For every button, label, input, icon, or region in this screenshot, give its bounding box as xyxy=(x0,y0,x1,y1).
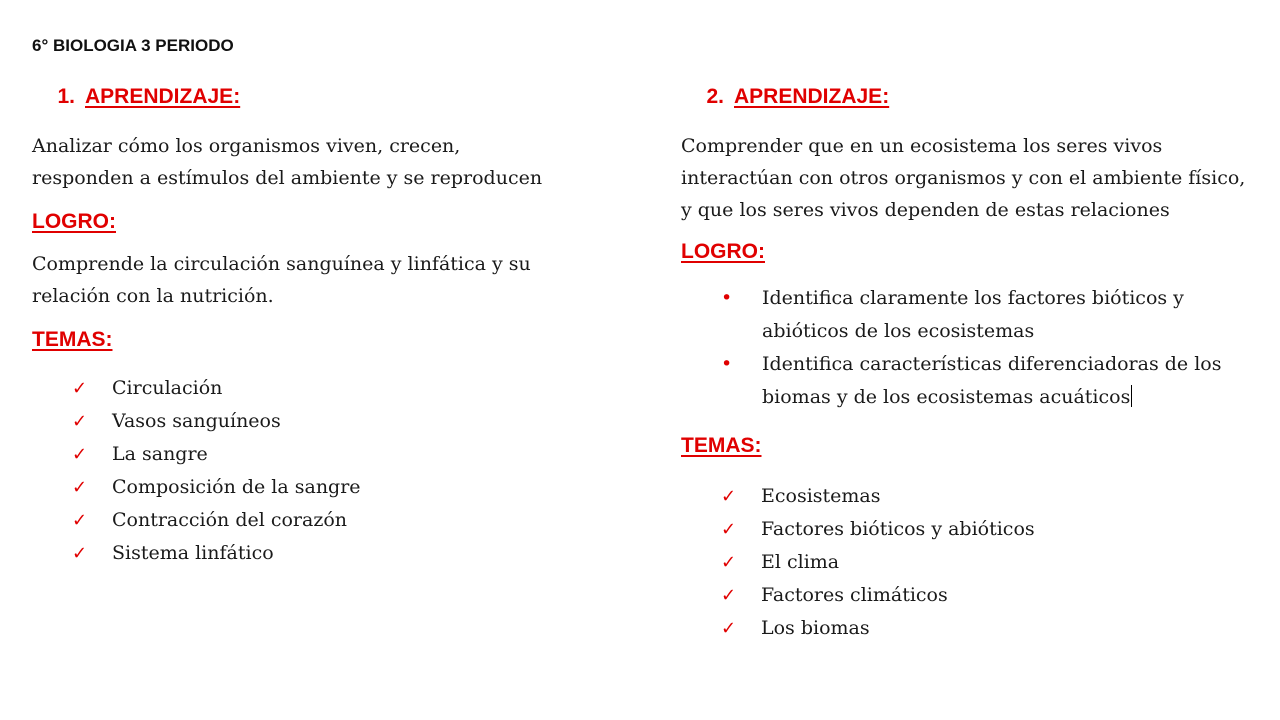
aprendizaje-text: Analizar cómo los organismos viven, crecen, responden a estímulos del ambiente y se reproducen xyxy=(32,135,543,189)
checkmark-icon: ✓ xyxy=(721,618,737,639)
checkmark-icon: ✓ xyxy=(721,585,737,606)
list-item xyxy=(32,471,622,504)
checkmark-icon: ✓ xyxy=(72,477,88,498)
temas-list xyxy=(681,480,1261,645)
tema-label: Vasos sanguíneos xyxy=(112,410,281,432)
checkmark-icon: ✓ xyxy=(72,378,88,399)
tema-label: Contracción del corazón xyxy=(112,509,348,531)
text-cursor xyxy=(1131,385,1132,407)
bullet-icon: • xyxy=(721,287,733,309)
tema-label: Sistema linfático xyxy=(112,542,274,564)
tema-label: El clima xyxy=(761,551,840,573)
list-item xyxy=(681,513,1261,546)
section-number: 2. xyxy=(706,85,724,108)
document-title: 6° BIOLOGIA 3 PERIODO xyxy=(32,36,234,55)
tema-label: Factores bióticos y abióticos xyxy=(761,518,1035,540)
temas-heading: TEMAS: xyxy=(32,328,113,351)
checkmark-icon: ✓ xyxy=(721,519,737,540)
checkmark-icon: ✓ xyxy=(72,543,88,564)
list-item xyxy=(681,612,1261,645)
checkmark-icon: ✓ xyxy=(721,486,737,507)
logro-heading: LOGRO: xyxy=(32,210,116,233)
aprendizaje-text: Comprender que en un ecosistema los seres vivos interactúan con otros organismos y con el ambiente físico, y que los seres vivos dependen de estas relaciones xyxy=(681,135,1246,221)
list-item xyxy=(32,438,622,471)
tema-label: Circulación xyxy=(112,377,223,399)
list-item xyxy=(681,282,1261,348)
logro-item-label: Identifica claramente los factores bióticos y abióticos de los ecosistemas xyxy=(762,287,1184,342)
tema-label: Factores climáticos xyxy=(761,584,948,606)
bullet-icon: • xyxy=(721,353,733,375)
checkmark-icon: ✓ xyxy=(72,444,88,465)
list-item xyxy=(32,504,622,537)
tema-label: Los biomas xyxy=(761,617,870,639)
list-item xyxy=(681,480,1261,513)
aprendizaje-heading: APRENDIZAJE: xyxy=(85,85,241,108)
checkmark-icon: ✓ xyxy=(72,411,88,432)
checkmark-icon: ✓ xyxy=(721,552,737,573)
logro-heading: LOGRO: xyxy=(681,240,765,263)
section-1-title xyxy=(32,82,622,112)
section-number: 1. xyxy=(57,85,75,108)
list-item xyxy=(32,405,622,438)
list-item xyxy=(681,546,1261,579)
logro-text: Comprende la circulación sanguínea y linfática y su relación con la nutrición. xyxy=(32,253,531,307)
tema-label: Composición de la sangre xyxy=(112,476,361,498)
temas-list xyxy=(32,372,622,570)
tema-label: La sangre xyxy=(112,443,208,465)
list-item xyxy=(681,579,1261,612)
right-column xyxy=(681,82,1261,645)
checkmark-icon: ✓ xyxy=(72,510,88,531)
aprendizaje-heading: APRENDIZAJE: xyxy=(734,85,890,108)
logro-item-label[interactable]: Identifica características diferenciadoras de los biomas y de los ecosistemas acuáticos xyxy=(762,353,1222,408)
tema-label: Ecosistemas xyxy=(761,485,881,507)
left-column xyxy=(32,82,622,570)
section-2-title xyxy=(681,82,1261,112)
temas-heading: TEMAS: xyxy=(681,434,762,457)
list-item[interactable] xyxy=(681,348,1261,414)
list-item xyxy=(32,537,622,570)
list-item xyxy=(32,372,622,405)
logros-list xyxy=(681,282,1261,414)
